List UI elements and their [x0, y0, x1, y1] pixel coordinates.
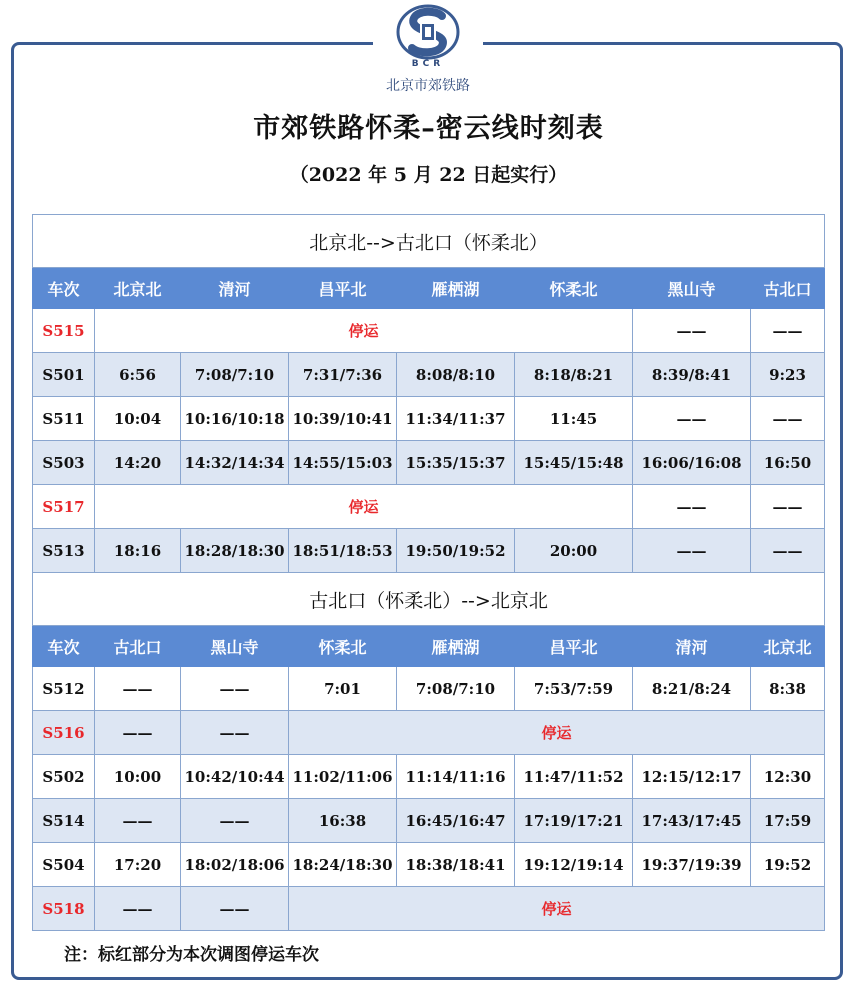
- column-header: 怀柔北: [289, 626, 397, 667]
- train-number: S518: [33, 887, 95, 931]
- time-cell: ——: [181, 799, 289, 843]
- column-header: 怀柔北: [515, 268, 633, 309]
- time-cell: 16:06/16:08: [633, 441, 751, 485]
- timetable: [32, 214, 825, 931]
- time-cell: 12:30: [751, 755, 825, 799]
- bcr-logo-icon: [396, 4, 460, 60]
- time-cell: 10:04: [95, 397, 181, 441]
- footnote: 注：标红部分为本次调图停运车次: [64, 945, 319, 965]
- time-cell: 18:38/18:41: [397, 843, 515, 887]
- direction-row: [33, 215, 825, 268]
- suspended-label: 停运: [289, 887, 825, 931]
- train-number: S513: [33, 529, 95, 573]
- time-cell: 19:37/19:39: [633, 843, 751, 887]
- column-header: 昌平北: [515, 626, 633, 667]
- time-cell: 14:20: [95, 441, 181, 485]
- time-cell: ——: [95, 887, 181, 931]
- time-cell: 18:24/18:30: [289, 843, 397, 887]
- time-cell: 10:42/10:44: [181, 755, 289, 799]
- time-cell: 7:08/7:10: [181, 353, 289, 397]
- time-cell: 11:45: [515, 397, 633, 441]
- time-cell: 12:15/12:17: [633, 755, 751, 799]
- time-cell: 8:39/8:41: [633, 353, 751, 397]
- column-header: 北京北: [751, 626, 825, 667]
- time-cell: 15:35/15:37: [397, 441, 515, 485]
- time-cell: ——: [751, 309, 825, 353]
- time-cell: 7:53/7:59: [515, 667, 633, 711]
- time-cell: ——: [633, 529, 751, 573]
- time-cell: ——: [633, 485, 751, 529]
- train-number: S512: [33, 667, 95, 711]
- column-header: 雁栖湖: [397, 626, 515, 667]
- time-cell: 17:59: [751, 799, 825, 843]
- column-header: 清河: [633, 626, 751, 667]
- time-cell: 18:28/18:30: [181, 529, 289, 573]
- train-number: S511: [33, 397, 95, 441]
- time-cell: 14:55/15:03: [289, 441, 397, 485]
- table-row: [33, 309, 825, 353]
- table-row: [33, 529, 825, 573]
- header-row: [33, 626, 825, 667]
- time-cell: 10:16/10:18: [181, 397, 289, 441]
- time-cell: 9:23: [751, 353, 825, 397]
- column-header: 昌平北: [289, 268, 397, 309]
- time-cell: 7:08/7:10: [397, 667, 515, 711]
- page-title: 市郊铁路怀柔–密云线时刻表: [253, 113, 604, 144]
- time-cell: ——: [95, 711, 181, 755]
- suspended-label: 停运: [289, 711, 825, 755]
- time-cell: 16:50: [751, 441, 825, 485]
- time-cell: 8:21/8:24: [633, 667, 751, 711]
- time-cell: 11:14/11:16: [397, 755, 515, 799]
- table-row: [33, 711, 825, 755]
- column-header: 古北口: [95, 626, 181, 667]
- time-cell: 14:32/14:34: [181, 441, 289, 485]
- table-row: [33, 353, 825, 397]
- table-row: [33, 799, 825, 843]
- time-cell: ——: [95, 667, 181, 711]
- column-header: 车次: [33, 268, 95, 309]
- time-cell: ——: [633, 397, 751, 441]
- time-cell: ——: [751, 529, 825, 573]
- time-cell: 16:45/16:47: [397, 799, 515, 843]
- train-number: S514: [33, 799, 95, 843]
- time-cell: 18:16: [95, 529, 181, 573]
- column-header: 黑山寺: [181, 626, 289, 667]
- train-number: S501: [33, 353, 95, 397]
- direction-row: [33, 573, 825, 626]
- train-number: S517: [33, 485, 95, 529]
- time-cell: 10:00: [95, 755, 181, 799]
- suspended-label: 停运: [95, 309, 633, 353]
- train-number: S515: [33, 309, 95, 353]
- time-cell: 17:43/17:45: [633, 799, 751, 843]
- table-row: [33, 397, 825, 441]
- bcr-logo: [373, 0, 483, 96]
- table-row: [33, 755, 825, 799]
- time-cell: ——: [95, 799, 181, 843]
- logo-abbreviation: BCR: [411, 59, 445, 69]
- column-header: 黑山寺: [633, 268, 751, 309]
- time-cell: 18:51/18:53: [289, 529, 397, 573]
- time-cell: 17:20: [95, 843, 181, 887]
- suspended-label: 停运: [95, 485, 633, 529]
- time-cell: 19:50/19:52: [397, 529, 515, 573]
- train-number: S504: [33, 843, 95, 887]
- column-header: 车次: [33, 626, 95, 667]
- table-row: [33, 843, 825, 887]
- time-cell: 16:38: [289, 799, 397, 843]
- time-cell: 20:00: [515, 529, 633, 573]
- time-cell: ——: [633, 309, 751, 353]
- train-number: S516: [33, 711, 95, 755]
- time-cell: 11:02/11:06: [289, 755, 397, 799]
- time-cell: ——: [181, 711, 289, 755]
- table-row: [33, 667, 825, 711]
- time-cell: 8:18/8:21: [515, 353, 633, 397]
- time-cell: 19:12/19:14: [515, 843, 633, 887]
- logo-name: 北京市郊铁路: [386, 78, 470, 94]
- time-cell: ——: [751, 397, 825, 441]
- column-header: 北京北: [95, 268, 181, 309]
- header-row: [33, 268, 825, 309]
- table-row: [33, 887, 825, 931]
- table-row: [33, 485, 825, 529]
- column-header: 清河: [181, 268, 289, 309]
- time-cell: 8:08/8:10: [397, 353, 515, 397]
- time-cell: 7:31/7:36: [289, 353, 397, 397]
- train-number: S503: [33, 441, 95, 485]
- column-header: 雁栖湖: [397, 268, 515, 309]
- time-cell: 19:52: [751, 843, 825, 887]
- time-cell: 18:02/18:06: [181, 843, 289, 887]
- page-subtitle: （2022 年 5 月 22 日起实行）: [289, 164, 568, 186]
- time-cell: ——: [181, 667, 289, 711]
- time-cell: 17:19/17:21: [515, 799, 633, 843]
- table-row: [33, 441, 825, 485]
- time-cell: 15:45/15:48: [515, 441, 633, 485]
- time-cell: ——: [751, 485, 825, 529]
- time-cell: 6:56: [95, 353, 181, 397]
- column-header: 古北口: [751, 268, 825, 309]
- train-number: S502: [33, 755, 95, 799]
- direction-label: 北京北-->古北口（怀柔北）: [33, 215, 825, 268]
- time-cell: 10:39/10:41: [289, 397, 397, 441]
- direction-label: 古北口（怀柔北）-->北京北: [33, 573, 825, 626]
- time-cell: 11:47/11:52: [515, 755, 633, 799]
- time-cell: 7:01: [289, 667, 397, 711]
- time-cell: 11:34/11:37: [397, 397, 515, 441]
- time-cell: 8:38: [751, 667, 825, 711]
- time-cell: ——: [181, 887, 289, 931]
